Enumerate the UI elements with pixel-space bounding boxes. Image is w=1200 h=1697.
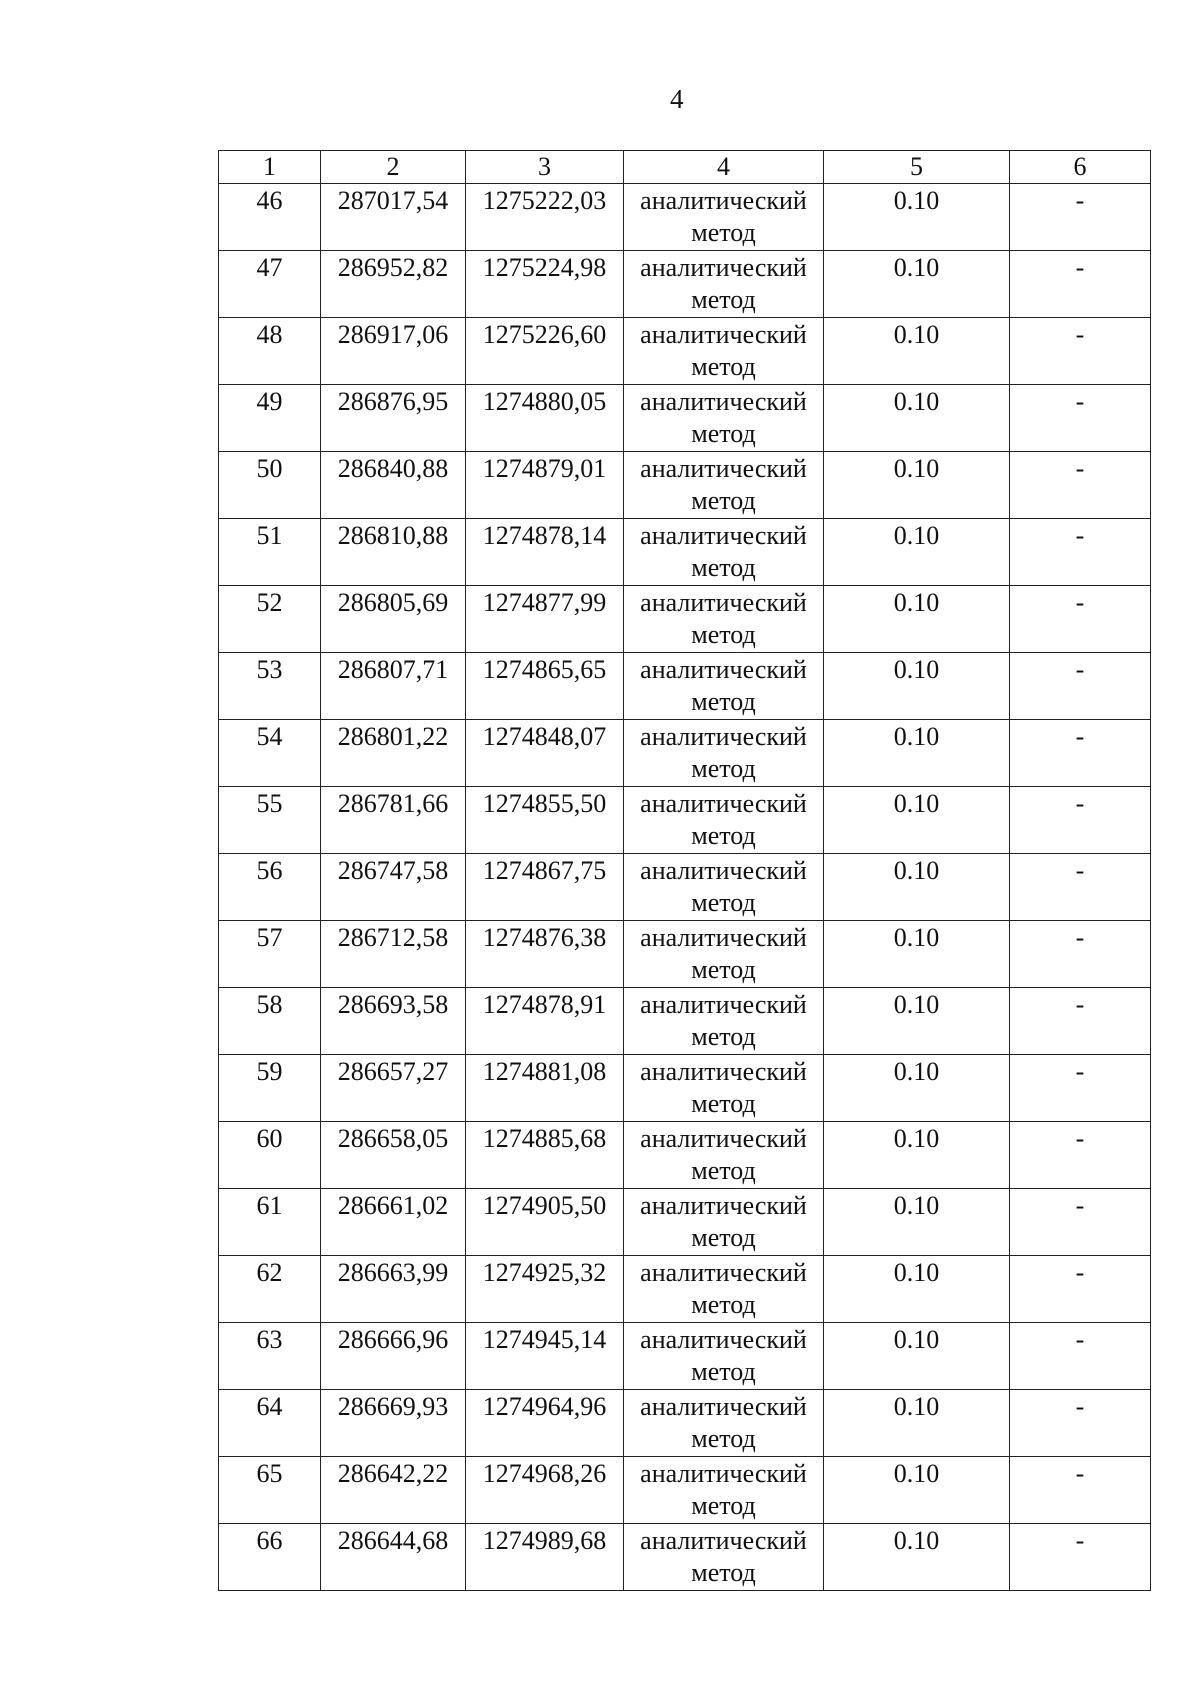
x-coordinate-cell: 286658,05 xyxy=(321,1122,466,1189)
table-row xyxy=(219,251,1151,318)
method-line-1: аналитический xyxy=(640,923,807,952)
method-line-1: аналитический xyxy=(640,789,807,818)
point-number-cell: 58 xyxy=(219,988,321,1055)
x-coordinate-cell: 286840,88 xyxy=(321,452,466,519)
method-cell xyxy=(624,787,824,854)
point-number-cell: 64 xyxy=(219,1390,321,1457)
table-row xyxy=(219,1055,1151,1122)
x-coordinate-cell: 286952,82 xyxy=(321,251,466,318)
header-cell: 4 xyxy=(624,151,824,184)
y-coordinate-cell: 1274865,65 xyxy=(466,653,624,720)
method-cell xyxy=(624,519,824,586)
header-cell: 6 xyxy=(1010,151,1151,184)
accuracy-cell: 0.10 xyxy=(824,653,1010,720)
table-row xyxy=(219,318,1151,385)
point-number-cell: 57 xyxy=(219,921,321,988)
note-cell: - xyxy=(1010,385,1151,452)
method-cell xyxy=(624,1055,824,1122)
point-number-cell: 53 xyxy=(219,653,321,720)
note-cell: - xyxy=(1010,251,1151,318)
point-number-cell: 46 xyxy=(219,184,321,251)
x-coordinate-cell: 286810,88 xyxy=(321,519,466,586)
x-coordinate-cell: 286805,69 xyxy=(321,586,466,653)
note-cell: - xyxy=(1010,1189,1151,1256)
y-coordinate-cell: 1274964,96 xyxy=(466,1390,624,1457)
method-cell xyxy=(624,452,824,519)
accuracy-cell: 0.10 xyxy=(824,519,1010,586)
note-cell: - xyxy=(1010,452,1151,519)
point-number-cell: 52 xyxy=(219,586,321,653)
table-row xyxy=(219,452,1151,519)
x-coordinate-cell: 286917,06 xyxy=(321,318,466,385)
y-coordinate-cell: 1274905,50 xyxy=(466,1189,624,1256)
method-line-2: метод xyxy=(691,1156,756,1185)
accuracy-cell: 0.10 xyxy=(824,1122,1010,1189)
accuracy-cell: 0.10 xyxy=(824,988,1010,1055)
table-row xyxy=(219,653,1151,720)
table-row xyxy=(219,787,1151,854)
note-cell: - xyxy=(1010,653,1151,720)
note-cell: - xyxy=(1010,720,1151,787)
point-number-cell: 49 xyxy=(219,385,321,452)
point-number-cell: 59 xyxy=(219,1055,321,1122)
page-number: 4 xyxy=(670,84,684,114)
point-number-cell: 56 xyxy=(219,854,321,921)
method-line-1: аналитический xyxy=(640,1191,807,1220)
y-coordinate-cell: 1274945,14 xyxy=(466,1323,624,1390)
method-cell xyxy=(624,251,824,318)
accuracy-cell: 0.10 xyxy=(824,1390,1010,1457)
note-cell: - xyxy=(1010,988,1151,1055)
table-row xyxy=(219,586,1151,653)
y-coordinate-cell: 1274878,14 xyxy=(466,519,624,586)
table-row xyxy=(219,988,1151,1055)
method-line-2: метод xyxy=(691,620,756,649)
y-coordinate-cell: 1274880,05 xyxy=(466,385,624,452)
method-line-2: метод xyxy=(691,888,756,917)
note-cell: - xyxy=(1010,1524,1151,1591)
table-row xyxy=(219,1256,1151,1323)
table-header-row xyxy=(219,151,1151,184)
method-line-2: метод xyxy=(691,1491,756,1520)
x-coordinate-cell: 286642,22 xyxy=(321,1457,466,1524)
accuracy-cell: 0.10 xyxy=(824,1524,1010,1591)
method-cell xyxy=(624,720,824,787)
method-line-1: аналитический xyxy=(640,1325,807,1354)
method-line-1: аналитический xyxy=(640,186,807,215)
method-cell xyxy=(624,921,824,988)
header-cell: 5 xyxy=(824,151,1010,184)
method-cell xyxy=(624,1323,824,1390)
header-cell: 1 xyxy=(219,151,321,184)
point-number-cell: 51 xyxy=(219,519,321,586)
method-cell xyxy=(624,184,824,251)
method-line-2: метод xyxy=(691,1089,756,1118)
coordinates-table xyxy=(218,150,1151,1591)
accuracy-cell: 0.10 xyxy=(824,720,1010,787)
accuracy-cell: 0.10 xyxy=(824,1457,1010,1524)
accuracy-cell: 0.10 xyxy=(824,787,1010,854)
method-line-2: метод xyxy=(691,955,756,984)
table-row xyxy=(219,385,1151,452)
table-row xyxy=(219,1524,1151,1591)
note-cell: - xyxy=(1010,586,1151,653)
y-coordinate-cell: 1275222,03 xyxy=(466,184,624,251)
method-cell xyxy=(624,1457,824,1524)
method-line-2: метод xyxy=(691,1022,756,1051)
note-cell: - xyxy=(1010,787,1151,854)
method-line-2: метод xyxy=(691,486,756,515)
point-number-cell: 48 xyxy=(219,318,321,385)
method-line-2: метод xyxy=(691,1424,756,1453)
method-line-1: аналитический xyxy=(640,1526,807,1555)
method-line-2: метод xyxy=(691,1558,756,1587)
x-coordinate-cell: 286669,93 xyxy=(321,1390,466,1457)
point-number-cell: 54 xyxy=(219,720,321,787)
accuracy-cell: 0.10 xyxy=(824,452,1010,519)
y-coordinate-cell: 1274867,75 xyxy=(466,854,624,921)
note-cell: - xyxy=(1010,1055,1151,1122)
method-line-1: аналитический xyxy=(640,1459,807,1488)
x-coordinate-cell: 286644,68 xyxy=(321,1524,466,1591)
note-cell: - xyxy=(1010,921,1151,988)
method-line-1: аналитический xyxy=(640,856,807,885)
accuracy-cell: 0.10 xyxy=(824,586,1010,653)
y-coordinate-cell: 1274885,68 xyxy=(466,1122,624,1189)
x-coordinate-cell: 286801,22 xyxy=(321,720,466,787)
table-row xyxy=(219,1122,1151,1189)
table-row xyxy=(219,1323,1151,1390)
method-cell xyxy=(624,1256,824,1323)
x-coordinate-cell: 287017,54 xyxy=(321,184,466,251)
method-line-1: аналитический xyxy=(640,320,807,349)
header-cell: 3 xyxy=(466,151,624,184)
y-coordinate-cell: 1274878,91 xyxy=(466,988,624,1055)
header-cell: 2 xyxy=(321,151,466,184)
accuracy-cell: 0.10 xyxy=(824,251,1010,318)
method-line-2: метод xyxy=(691,352,756,381)
method-line-2: метод xyxy=(691,1357,756,1386)
accuracy-cell: 0.10 xyxy=(824,1055,1010,1122)
x-coordinate-cell: 286876,95 xyxy=(321,385,466,452)
note-cell: - xyxy=(1010,1256,1151,1323)
point-number-cell: 61 xyxy=(219,1189,321,1256)
method-line-2: метод xyxy=(691,1290,756,1319)
table-row xyxy=(219,1390,1151,1457)
y-coordinate-cell: 1274879,01 xyxy=(466,452,624,519)
x-coordinate-cell: 286666,96 xyxy=(321,1323,466,1390)
method-line-1: аналитический xyxy=(640,1124,807,1153)
method-cell xyxy=(624,1524,824,1591)
y-coordinate-cell: 1275224,98 xyxy=(466,251,624,318)
method-line-1: аналитический xyxy=(640,1057,807,1086)
method-line-1: аналитический xyxy=(640,521,807,550)
point-number-cell: 55 xyxy=(219,787,321,854)
method-line-2: метод xyxy=(691,821,756,850)
method-line-2: метод xyxy=(691,687,756,716)
table-row xyxy=(219,1457,1151,1524)
y-coordinate-cell: 1275226,60 xyxy=(466,318,624,385)
accuracy-cell: 0.10 xyxy=(824,184,1010,251)
point-number-cell: 63 xyxy=(219,1323,321,1390)
point-number-cell: 62 xyxy=(219,1256,321,1323)
note-cell: - xyxy=(1010,318,1151,385)
y-coordinate-cell: 1274968,26 xyxy=(466,1457,624,1524)
method-line-1: аналитический xyxy=(640,655,807,684)
note-cell: - xyxy=(1010,519,1151,586)
table-row xyxy=(219,184,1151,251)
table-row xyxy=(219,519,1151,586)
method-line-2: метод xyxy=(691,419,756,448)
point-number-cell: 65 xyxy=(219,1457,321,1524)
point-number-cell: 60 xyxy=(219,1122,321,1189)
method-line-1: аналитический xyxy=(640,253,807,282)
method-line-1: аналитический xyxy=(640,990,807,1019)
y-coordinate-cell: 1274855,50 xyxy=(466,787,624,854)
point-number-cell: 66 xyxy=(219,1524,321,1591)
method-line-2: метод xyxy=(691,553,756,582)
table-body xyxy=(219,151,1151,1591)
method-cell xyxy=(624,1122,824,1189)
accuracy-cell: 0.10 xyxy=(824,921,1010,988)
x-coordinate-cell: 286712,58 xyxy=(321,921,466,988)
table-row xyxy=(219,720,1151,787)
accuracy-cell: 0.10 xyxy=(824,1189,1010,1256)
x-coordinate-cell: 286657,27 xyxy=(321,1055,466,1122)
method-cell xyxy=(624,653,824,720)
table-row xyxy=(219,1189,1151,1256)
method-line-1: аналитический xyxy=(640,722,807,751)
x-coordinate-cell: 286781,66 xyxy=(321,787,466,854)
accuracy-cell: 0.10 xyxy=(824,385,1010,452)
accuracy-cell: 0.10 xyxy=(824,318,1010,385)
y-coordinate-cell: 1274989,68 xyxy=(466,1524,624,1591)
method-line-1: аналитический xyxy=(640,588,807,617)
y-coordinate-cell: 1274876,38 xyxy=(466,921,624,988)
method-line-2: метод xyxy=(691,285,756,314)
y-coordinate-cell: 1274925,32 xyxy=(466,1256,624,1323)
table-row xyxy=(219,921,1151,988)
method-cell xyxy=(624,1390,824,1457)
point-number-cell: 47 xyxy=(219,251,321,318)
method-line-2: метод xyxy=(691,218,756,247)
method-cell xyxy=(624,318,824,385)
note-cell: - xyxy=(1010,184,1151,251)
table-row xyxy=(219,854,1151,921)
x-coordinate-cell: 286807,71 xyxy=(321,653,466,720)
accuracy-cell: 0.10 xyxy=(824,1256,1010,1323)
note-cell: - xyxy=(1010,1323,1151,1390)
note-cell: - xyxy=(1010,854,1151,921)
method-line-1: аналитический xyxy=(640,1392,807,1421)
method-cell xyxy=(624,385,824,452)
method-cell xyxy=(624,586,824,653)
note-cell: - xyxy=(1010,1457,1151,1524)
method-line-2: метод xyxy=(691,754,756,783)
method-cell xyxy=(624,854,824,921)
note-cell: - xyxy=(1010,1390,1151,1457)
x-coordinate-cell: 286747,58 xyxy=(321,854,466,921)
x-coordinate-cell: 286663,99 xyxy=(321,1256,466,1323)
point-number-cell: 50 xyxy=(219,452,321,519)
method-line-2: метод xyxy=(691,1223,756,1252)
method-line-1: аналитический xyxy=(640,387,807,416)
y-coordinate-cell: 1274877,99 xyxy=(466,586,624,653)
y-coordinate-cell: 1274848,07 xyxy=(466,720,624,787)
accuracy-cell: 0.10 xyxy=(824,1323,1010,1390)
accuracy-cell: 0.10 xyxy=(824,854,1010,921)
x-coordinate-cell: 286693,58 xyxy=(321,988,466,1055)
method-cell xyxy=(624,988,824,1055)
method-line-1: аналитический xyxy=(640,1258,807,1287)
method-cell xyxy=(624,1189,824,1256)
x-coordinate-cell: 286661,02 xyxy=(321,1189,466,1256)
note-cell: - xyxy=(1010,1122,1151,1189)
method-line-1: аналитический xyxy=(640,454,807,483)
y-coordinate-cell: 1274881,08 xyxy=(466,1055,624,1122)
